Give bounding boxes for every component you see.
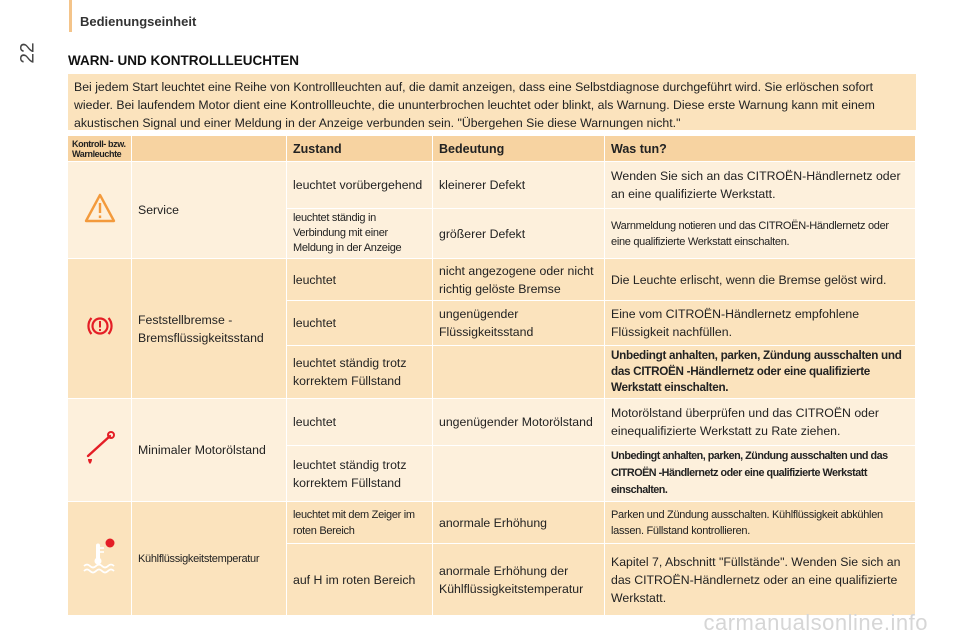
page-title: WARN- UND KONTROLLLEUCHTEN xyxy=(68,53,299,68)
brake-state-3: leuchtet ständig trotz korrektem Füllstand xyxy=(287,346,433,399)
brake-meaning-2: ungenügender Flüssigkeitsstand xyxy=(433,301,605,346)
table-row xyxy=(68,502,916,544)
coolant-action-2: Kapitel 7, Abschnitt "Füllstände". Wenden Sie sich an das CITROËN-Händlernetz oder an eine qualifizierte Werkstatt. xyxy=(605,544,916,616)
brake-state-1: leuchtet xyxy=(287,259,433,301)
service-state-1: leuchtet vorübergehend xyxy=(287,162,433,209)
brake-warning-icon xyxy=(85,311,115,341)
service-meaning-1: kleinerer Defekt xyxy=(433,162,605,209)
section-header: Bedienungseinheit xyxy=(80,14,197,29)
oil-state-1: leuchtet xyxy=(287,399,433,446)
brake-name: Feststellbremse - Bremsflüssigkeitsstand xyxy=(132,259,287,399)
header-icon-line2: Warnleuchte xyxy=(72,148,122,159)
warning-lights-table xyxy=(68,136,916,616)
oil-meaning-2 xyxy=(433,446,605,502)
brake-icon-cell xyxy=(68,259,132,399)
table-row xyxy=(68,162,916,209)
brake-meaning-3 xyxy=(433,346,605,399)
oil-action-1: Motorölstand überprüfen und das CITROËN oder einequalifizierte Werkstatt zu Rate ziehen. xyxy=(605,399,916,446)
header-icon-column xyxy=(68,136,132,162)
coolant-state-2: auf H im roten Bereich xyxy=(287,544,433,616)
table-header-row xyxy=(68,136,916,162)
coolant-action-1: Parken und Zündung ausschalten. Kühlflüssigkeit abkühlen lassen. Füllstand kontrollieren. xyxy=(605,502,916,544)
watermark: carmanualsonline.info xyxy=(703,610,928,635)
intro-text: Bei jedem Start leuchtet eine Reihe von Kontrollleuchten auf, die damit anzeigen, dass eine Selbstdiagnose durchgeführt wird. Sie erlöschen sofort wieder. Bei laufendem Motor dient eine Kontrollleuchte, die ununterbrochen leuchtet oder blinkt, als Warnung. Diese erste Warnung kann mit einem akustischen Signal und einer Meldung in der Anzeige verbunden sein. "Übergehen Sie diese Warnungen nicht." xyxy=(68,74,916,130)
service-state-2: leuchtet ständig in Verbindung mit einer Meldung in der Anzeige xyxy=(287,209,433,259)
oil-level-icon xyxy=(80,428,120,468)
header-accent-bar xyxy=(69,0,72,32)
table-row xyxy=(68,259,916,301)
header-state: Zustand xyxy=(287,136,433,162)
page-number: 22 xyxy=(17,42,39,64)
brake-meaning-1: nicht angezogene oder nicht richtig gelöste Bremse xyxy=(433,259,605,301)
brake-action-3: Unbedingt anhalten, parken, Zündung ausschalten und das CITROËN -Händlernetz oder eine qualifizierte Werkstatt einschalten. xyxy=(605,346,916,399)
table-row xyxy=(68,399,916,446)
oil-meaning-1: ungenügender Motorölstand xyxy=(433,399,605,446)
coolant-temperature-icon xyxy=(78,534,122,578)
coolant-meaning-1: anormale Erhöhung xyxy=(433,502,605,544)
coolant-icon-cell xyxy=(68,502,132,616)
service-icon-cell xyxy=(68,162,132,259)
service-meaning-2: größerer Defekt xyxy=(433,209,605,259)
brake-action-1: Die Leuchte erlischt, wenn die Bremse gelöst wird. xyxy=(605,259,916,301)
oil-state-2: leuchtet ständig trotz korrektem Füllstand xyxy=(287,446,433,502)
header-icon-line1: Kontroll- bzw. xyxy=(72,138,126,149)
brake-action-2: Eine vom CITROËN-Händlernetz empfohlene Flüssigkeit nachfüllen. xyxy=(605,301,916,346)
service-name: Service xyxy=(132,162,287,259)
header-name-column xyxy=(132,136,287,162)
brake-state-2: leuchtet xyxy=(287,301,433,346)
header-meaning: Bedeutung xyxy=(433,136,605,162)
coolant-name: Kühlflüssigkeitstemperatur xyxy=(132,502,287,616)
oil-name: Minimaler Motorölstand xyxy=(132,399,287,502)
service-action-1: Wenden Sie sich an das CITROËN-Händlernetz oder an eine qualifizierte Werkstatt. xyxy=(605,162,916,209)
coolant-state-1: leuchtet mit dem Zeiger im roten Bereich xyxy=(287,502,433,544)
service-action-2: Warnmeldung notieren und das CITROËN-Händlernetz oder eine qualifizierte Werkstatt einschalten. xyxy=(605,209,916,259)
warning-triangle-icon xyxy=(84,192,116,224)
oil-icon-cell xyxy=(68,399,132,502)
coolant-meaning-2: anormale Erhöhung der Kühlflüssigkeitstemperatur xyxy=(433,544,605,616)
header-action: Was tun? xyxy=(605,136,916,162)
oil-action-2: Unbedingt anhalten, parken, Zündung ausschalten und das CITROËN -Händlernetz oder eine qualifizierte Werkstatt einschalten. xyxy=(605,446,916,502)
